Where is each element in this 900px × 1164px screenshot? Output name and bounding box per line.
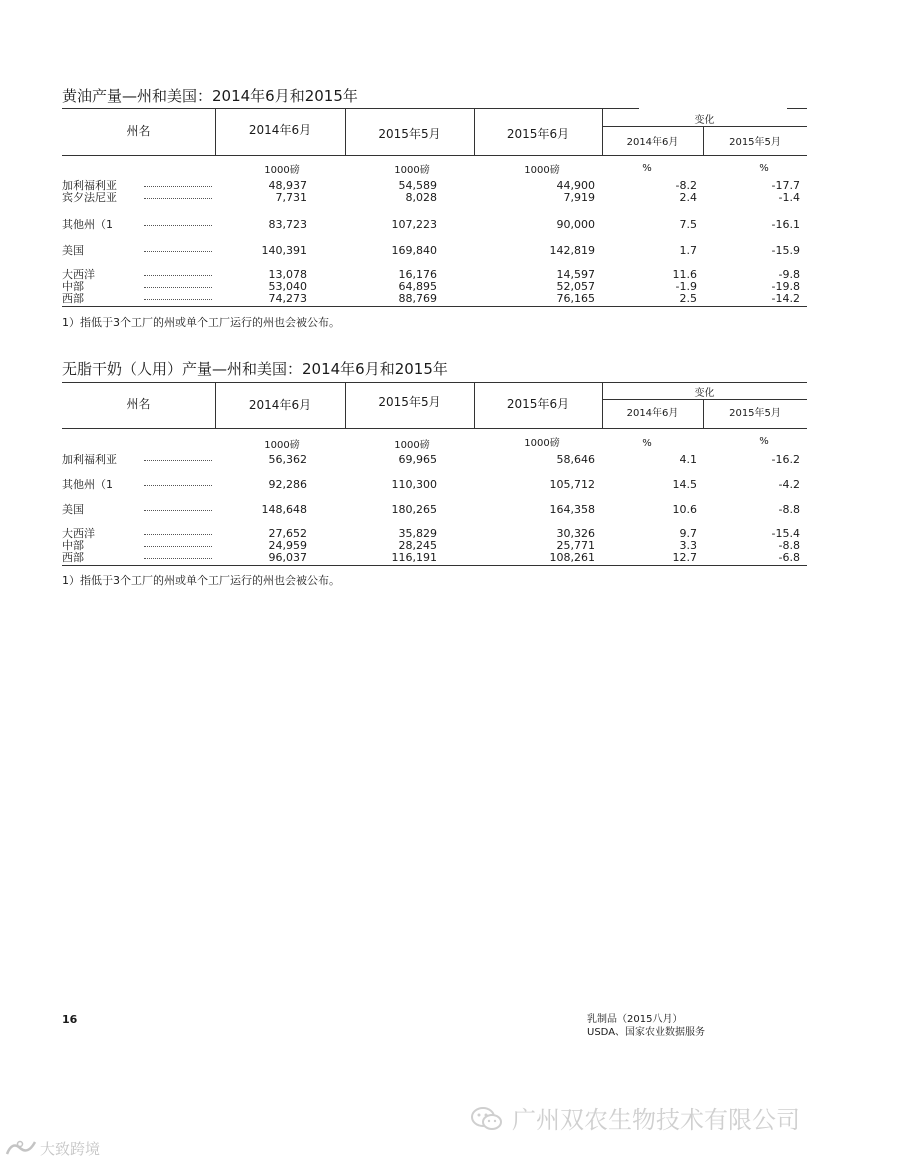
state-name: 其他州（1 bbox=[62, 218, 113, 231]
table-row bbox=[62, 269, 807, 280]
header-2014-jun: 2014年6月 bbox=[248, 398, 312, 412]
change-2015-may: -9.8 bbox=[778, 268, 800, 281]
state-name: 宾夕法尼亚 bbox=[62, 191, 117, 204]
value-2015-may: 28,245 bbox=[398, 539, 437, 552]
dot-leader bbox=[144, 460, 212, 461]
publication-line-1: 乳制品（2015八月） bbox=[587, 1014, 683, 1025]
header-change-2014-jun: 2014年6月 bbox=[626, 408, 679, 419]
table-row bbox=[62, 245, 807, 256]
value-2015-jun: 142,819 bbox=[549, 244, 595, 257]
butter-table-section bbox=[62, 85, 807, 335]
value-2015-jun: 30,326 bbox=[556, 527, 595, 540]
header-bottom-rule bbox=[62, 155, 807, 156]
value-2015-jun: 108,261 bbox=[549, 551, 595, 564]
top-rule bbox=[62, 108, 639, 109]
dot-leader bbox=[144, 299, 212, 300]
change-underline bbox=[602, 126, 807, 127]
table-row bbox=[62, 479, 807, 490]
header-2015-may: 2015年5月 bbox=[378, 127, 441, 141]
change-2015-may: -15.9 bbox=[771, 244, 800, 257]
dot-leader bbox=[144, 251, 212, 252]
change-2015-may: -6.8 bbox=[778, 551, 800, 564]
state-name: 美国 bbox=[62, 244, 84, 257]
unit-label: 1000磅 bbox=[524, 165, 560, 176]
wechat-watermark bbox=[470, 1100, 800, 1135]
dot-leader bbox=[144, 510, 212, 511]
publication-line-2: USDA、国家农业数据服务 bbox=[587, 1027, 706, 1038]
value-2015-may: 107,223 bbox=[391, 218, 437, 231]
value-2015-jun: 52,057 bbox=[556, 280, 595, 293]
change-2015-may: -17.7 bbox=[771, 179, 800, 192]
state-name: 大西洋 bbox=[62, 268, 95, 281]
value-2014-jun: 48,937 bbox=[268, 179, 307, 192]
dot-leader bbox=[144, 485, 212, 486]
value-2014-jun: 7,731 bbox=[275, 191, 307, 204]
brand-watermark bbox=[4, 1138, 100, 1159]
publication-info bbox=[587, 1013, 705, 1039]
table-bottom-rule bbox=[62, 306, 807, 307]
change-2014-jun: 4.1 bbox=[679, 453, 697, 466]
value-2015-jun: 14,597 bbox=[556, 268, 595, 281]
dot-leader bbox=[144, 186, 212, 187]
unit-label: 1000磅 bbox=[524, 438, 560, 449]
value-2015-jun: 76,165 bbox=[556, 292, 595, 305]
change-2015-may: -4.2 bbox=[778, 478, 800, 491]
table-title: 无脂干奶（人用）产量—州和美国：2014年6月和2015年 bbox=[62, 360, 448, 378]
change-2015-may: -15.4 bbox=[771, 527, 800, 540]
change-2015-may: -14.2 bbox=[771, 292, 800, 305]
page-number: 16 bbox=[62, 1013, 78, 1026]
change-2014-jun: -1.9 bbox=[675, 280, 697, 293]
value-2015-may: 35,829 bbox=[398, 527, 437, 540]
value-2015-jun: 7,919 bbox=[563, 191, 595, 204]
table-row bbox=[62, 281, 807, 292]
value-2015-may: 69,965 bbox=[398, 453, 437, 466]
value-2014-jun: 13,078 bbox=[268, 268, 307, 281]
value-2015-may: 110,300 bbox=[391, 478, 437, 491]
change-2014-jun: 2.5 bbox=[679, 292, 697, 305]
change-2014-jun: 10.6 bbox=[672, 503, 697, 516]
unit-label: % bbox=[759, 163, 769, 174]
value-2014-jun: 92,286 bbox=[268, 478, 307, 491]
unit-label: 1000磅 bbox=[394, 440, 430, 451]
table-bottom-rule bbox=[62, 565, 807, 566]
value-2015-may: 64,895 bbox=[398, 280, 437, 293]
value-2015-may: 8,028 bbox=[405, 191, 437, 204]
change-2014-jun: 7.5 bbox=[679, 218, 697, 231]
header-2015-jun: 2015年6月 bbox=[506, 397, 570, 411]
header-state: 州名 bbox=[126, 124, 151, 138]
unit-label: % bbox=[642, 163, 652, 174]
top-rule bbox=[62, 382, 807, 383]
state-name: 美国 bbox=[62, 503, 84, 516]
table-title: 黄油产量—州和美国：2014年6月和2015年 bbox=[62, 87, 358, 105]
table-row bbox=[62, 219, 807, 230]
state-name: 加利福利亚 bbox=[62, 453, 117, 466]
value-2014-jun: 27,652 bbox=[268, 527, 307, 540]
change-2015-may: -16.2 bbox=[771, 453, 800, 466]
dot-leader bbox=[144, 275, 212, 276]
nonfat-dry-milk-table-section bbox=[62, 358, 807, 588]
top-rule-right bbox=[787, 108, 807, 109]
unit-label: % bbox=[642, 438, 652, 449]
header-change: 变化 bbox=[694, 115, 715, 126]
unit-label: 1000磅 bbox=[394, 165, 430, 176]
table-row bbox=[62, 180, 807, 191]
change-2014-jun: 2.4 bbox=[679, 191, 697, 204]
state-name: 大西洋 bbox=[62, 527, 95, 540]
value-2015-may: 169,840 bbox=[391, 244, 437, 257]
change-2014-jun: 1.7 bbox=[679, 244, 697, 257]
header-change-2015-may: 2015年5月 bbox=[729, 137, 781, 148]
wechat-icon bbox=[470, 1106, 504, 1132]
wechat-watermark-text: 广州双农生物技术有限公司 bbox=[512, 1106, 800, 1134]
value-2015-jun: 44,900 bbox=[556, 179, 595, 192]
header-2015-jun: 2015年6月 bbox=[506, 127, 570, 141]
value-2014-jun: 140,391 bbox=[261, 244, 307, 257]
value-2014-jun: 83,723 bbox=[268, 218, 307, 231]
header-change-2014-jun: 2014年6月 bbox=[626, 137, 679, 148]
change-2015-may: -8.8 bbox=[778, 503, 800, 516]
value-2015-jun: 58,646 bbox=[556, 453, 595, 466]
value-2014-jun: 56,362 bbox=[268, 453, 307, 466]
header-2015-may: 2015年5月 bbox=[378, 395, 441, 409]
state-name: 西部 bbox=[62, 292, 84, 305]
dot-leader bbox=[144, 198, 212, 199]
change-2014-jun: 14.5 bbox=[672, 478, 697, 491]
change-2014-jun: 12.7 bbox=[672, 551, 697, 564]
dot-leader bbox=[144, 534, 212, 535]
header-change-2015-may: 2015年5月 bbox=[729, 408, 781, 419]
table-row bbox=[62, 192, 807, 203]
state-name: 中部 bbox=[62, 280, 84, 293]
value-2015-may: 16,176 bbox=[398, 268, 437, 281]
table-row bbox=[62, 293, 807, 304]
dot-leader bbox=[144, 225, 212, 226]
value-2014-jun: 53,040 bbox=[268, 280, 307, 293]
table-row bbox=[62, 552, 807, 563]
change-2015-may: -16.1 bbox=[771, 218, 800, 231]
dot-leader bbox=[144, 558, 212, 559]
state-name: 中部 bbox=[62, 539, 84, 552]
footnote: 1）指低于3个工厂的州或单个工厂运行的州也会被公布。 bbox=[62, 316, 340, 329]
value-2015-jun: 25,771 bbox=[556, 539, 595, 552]
dot-leader bbox=[144, 287, 212, 288]
header-2014-jun: 2014年6月 bbox=[248, 123, 312, 137]
state-name: 西部 bbox=[62, 551, 84, 564]
change-2015-may: -8.8 bbox=[778, 539, 800, 552]
brand-watermark-text: 大致跨境 bbox=[40, 1140, 101, 1158]
value-2015-may: 116,191 bbox=[391, 551, 437, 564]
value-2014-jun: 148,648 bbox=[261, 503, 307, 516]
unit-label: % bbox=[759, 436, 769, 447]
header-bottom-rule bbox=[62, 428, 807, 429]
value-2014-jun: 24,959 bbox=[268, 539, 307, 552]
table-row bbox=[62, 540, 807, 551]
state-name: 其他州（1 bbox=[62, 478, 113, 491]
value-2014-jun: 74,273 bbox=[268, 292, 307, 305]
header-state: 州名 bbox=[126, 397, 151, 411]
value-2015-jun: 105,712 bbox=[549, 478, 595, 491]
change-2014-jun: 9.7 bbox=[679, 527, 697, 540]
unit-label: 1000磅 bbox=[264, 165, 300, 176]
change-2014-jun: -8.2 bbox=[675, 179, 697, 192]
change-2015-may: -1.4 bbox=[778, 191, 800, 204]
footnote: 1）指低于3个工厂的州或单个工厂运行的州也会被公布。 bbox=[62, 574, 340, 587]
value-2015-jun: 90,000 bbox=[556, 218, 595, 231]
change-2015-may: -19.8 bbox=[771, 280, 800, 293]
change-underline bbox=[602, 399, 807, 400]
value-2015-jun: 164,358 bbox=[549, 503, 595, 516]
state-name: 加利福利亚 bbox=[62, 179, 117, 192]
change-2014-jun: 3.3 bbox=[679, 539, 697, 552]
table-row bbox=[62, 454, 807, 465]
brand-logo-icon bbox=[4, 1139, 38, 1157]
value-2015-may: 88,769 bbox=[398, 292, 437, 305]
value-2014-jun: 96,037 bbox=[268, 551, 307, 564]
unit-label: 1000磅 bbox=[264, 440, 300, 451]
change-2014-jun: 11.6 bbox=[672, 268, 697, 281]
value-2015-may: 54,589 bbox=[398, 179, 437, 192]
value-2015-may: 180,265 bbox=[391, 503, 437, 516]
table-row bbox=[62, 504, 807, 515]
table-row bbox=[62, 528, 807, 539]
dot-leader bbox=[144, 546, 212, 547]
header-change: 变化 bbox=[694, 388, 715, 399]
